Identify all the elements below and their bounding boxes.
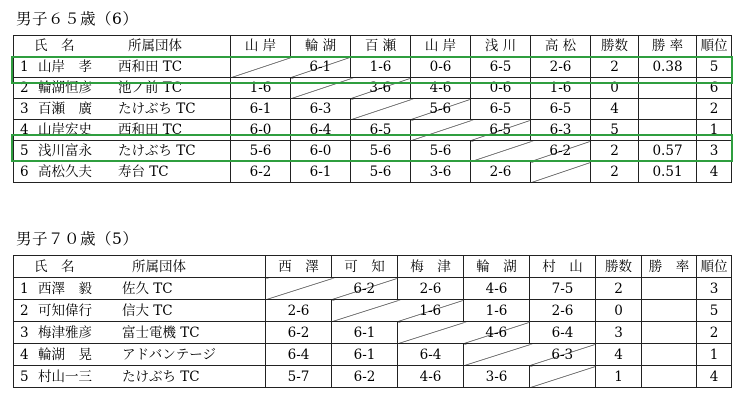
rank-cell: 5 [697, 300, 732, 322]
rank-cell: 5 [697, 57, 732, 78]
player-name: 浅川富永 [38, 143, 92, 159]
score-cell: 6-0 [291, 141, 351, 162]
score-cell: 5-7 [266, 366, 332, 388]
score-cell: 6-2 [266, 322, 332, 344]
score-cell: 6-1 [291, 57, 351, 78]
score-cell: 5-6 [231, 141, 291, 162]
player-name: 百瀬 廣 [38, 101, 92, 117]
score-cell: 6-4 [291, 120, 351, 141]
score-cell: 1-6 [531, 78, 591, 99]
table-row [14, 278, 732, 300]
wins-cell: 3 [596, 322, 642, 344]
header-opponent: 可 知 [332, 256, 398, 278]
table-row [14, 162, 732, 183]
player-club: 西和田 TC [118, 122, 183, 138]
score-cell: 6-1 [332, 344, 398, 366]
header-opponent: 輪 湖 [291, 36, 351, 57]
header-opponent: 西 澤 [266, 256, 332, 278]
header-rate: 勝 率 [639, 36, 697, 57]
wins-cell: 4 [596, 344, 642, 366]
rank-cell: 2 [697, 322, 732, 344]
score-cell: 6-5 [471, 99, 531, 120]
wins-cell: 2 [591, 57, 639, 78]
rate-cell [642, 300, 697, 322]
rate-cell [642, 322, 697, 344]
header-name-club [14, 256, 266, 278]
score-cell: 6-2 [231, 162, 291, 183]
header-wins: 勝数 [591, 36, 639, 57]
player-number: 5 [20, 368, 29, 385]
rate-cell [642, 344, 697, 366]
player-club: 富士電機 TC [122, 324, 200, 341]
wins-cell: 1 [596, 366, 642, 388]
score-cell [291, 78, 351, 99]
score-cell [266, 278, 332, 300]
score-cell: 6-1 [231, 99, 291, 120]
wins-cell: 5 [591, 120, 639, 141]
player-name: 西澤 毅 [38, 280, 92, 297]
player-number: 4 [20, 346, 29, 363]
player-number: 1 [20, 59, 29, 75]
player-number: 2 [20, 80, 29, 96]
score-cell: 2-6 [531, 57, 591, 78]
header-wins: 勝数 [596, 256, 642, 278]
player-name: 可知偉行 [38, 302, 92, 319]
score-cell: 4-6 [398, 366, 464, 388]
player-cell [14, 78, 231, 99]
player-cell [14, 57, 231, 78]
header-rank: 順位 [697, 256, 732, 278]
header-club: 所属団体 [132, 258, 186, 275]
player-cell [14, 162, 231, 183]
wins-cell: 2 [596, 278, 642, 300]
score-cell: 6-2 [531, 141, 591, 162]
score-cell: 6-2 [332, 278, 398, 300]
header-opponent: 村 山 [530, 256, 596, 278]
rate-cell: 0.51 [639, 162, 697, 183]
score-cell: 6-2 [332, 366, 398, 388]
score-cell: 6-1 [332, 322, 398, 344]
section2-title: 男子７０歳（5） [16, 230, 139, 248]
player-club: たけぶち TC [118, 143, 196, 159]
header-rate: 勝 率 [642, 256, 697, 278]
header-opponent: 山 岸 [411, 36, 471, 57]
player-cell [14, 344, 266, 366]
score-cell: 5-6 [351, 141, 411, 162]
score-cell: 5-6 [411, 99, 471, 120]
player-name: 梅津雅彦 [38, 324, 92, 341]
header-club: 所属団体 [128, 38, 182, 54]
score-cell [332, 300, 398, 322]
player-club: 信大 TC [122, 302, 173, 319]
header-opponent: 百 瀬 [351, 36, 411, 57]
wins-cell: 2 [591, 162, 639, 183]
player-name: 輪湖恒彦 [38, 80, 92, 96]
score-cell: 4-6 [464, 322, 530, 344]
player-club: 佐久 TC [122, 280, 173, 297]
score-cell [231, 57, 291, 78]
rank-cell: 1 [697, 344, 732, 366]
rank-cell: 3 [697, 141, 732, 162]
score-cell [530, 366, 596, 388]
rate-cell [642, 366, 697, 388]
header-opponent: 高 松 [531, 36, 591, 57]
score-cell: 6-3 [530, 344, 596, 366]
rank-cell: 1 [697, 120, 732, 141]
player-cell [14, 99, 231, 120]
table-row [14, 141, 732, 162]
score-cell: 6-1 [291, 162, 351, 183]
table-row [14, 120, 732, 141]
table-row [14, 99, 732, 120]
player-club: アドバンテージ [122, 346, 216, 363]
score-cell [531, 162, 591, 183]
header-opponent: 梅 津 [398, 256, 464, 278]
player-number: 2 [20, 302, 29, 319]
player-name: 村山一三 [38, 368, 92, 385]
player-name: 輪湖 晃 [38, 346, 92, 363]
score-cell [351, 99, 411, 120]
score-cell: 3-6 [411, 162, 471, 183]
player-club: たけぶち TC [122, 368, 200, 385]
player-cell [14, 141, 231, 162]
rank-cell: 4 [697, 366, 732, 388]
score-cell: 4-6 [464, 278, 530, 300]
rank-cell: 4 [697, 162, 732, 183]
score-cell: 6-5 [471, 120, 531, 141]
header-opponent: 山 岸 [231, 36, 291, 57]
player-number: 3 [20, 101, 29, 117]
header-name: 氏 名 [34, 38, 75, 54]
player-club: 池ノ前 TC [118, 80, 183, 96]
player-club: 寿台 TC [118, 164, 169, 180]
score-cell: 6-0 [231, 120, 291, 141]
wins-cell: 2 [591, 141, 639, 162]
player-cell [14, 322, 266, 344]
table-row [14, 344, 732, 366]
player-cell [14, 120, 231, 141]
header-rank: 順位 [697, 36, 732, 57]
score-cell [464, 344, 530, 366]
player-cell [14, 366, 266, 388]
rate-cell [642, 278, 697, 300]
rate-cell [639, 78, 697, 99]
score-cell: 0-6 [411, 57, 471, 78]
table-row [14, 57, 732, 78]
score-cell: 1-6 [351, 57, 411, 78]
score-cell: 4-6 [411, 78, 471, 99]
score-cell: 6-4 [266, 344, 332, 366]
rate-cell: 0.38 [639, 57, 697, 78]
player-number: 6 [20, 164, 29, 180]
score-cell [471, 141, 531, 162]
table-row [14, 366, 732, 388]
header-row [14, 256, 732, 278]
rate-cell: 0.57 [639, 141, 697, 162]
score-cell: 2-6 [530, 300, 596, 322]
score-cell: 0-6 [471, 78, 531, 99]
player-name: 高松久夫 [38, 164, 92, 180]
score-cell: 5-6 [411, 141, 471, 162]
player-name: 山岸宏史 [38, 122, 92, 138]
header-opponent: 輪 湖 [464, 256, 530, 278]
score-cell: 6-3 [531, 120, 591, 141]
player-number: 1 [20, 280, 29, 297]
results-table-70 [13, 255, 732, 388]
player-name: 山岸 孝 [38, 59, 92, 75]
header-opponent: 浅 川 [471, 36, 531, 57]
score-cell: 2-6 [398, 278, 464, 300]
score-cell: 1-6 [231, 78, 291, 99]
wins-cell: 0 [591, 78, 639, 99]
table-row [14, 78, 732, 99]
score-cell: 1-6 [464, 300, 530, 322]
wins-cell: 0 [596, 300, 642, 322]
header-name: 氏 名 [34, 258, 75, 275]
score-cell: 6-3 [291, 99, 351, 120]
table-row [14, 322, 732, 344]
results-table-65 [13, 35, 732, 183]
player-cell [14, 300, 266, 322]
score-cell: 6-5 [351, 120, 411, 141]
player-number: 4 [20, 122, 29, 138]
score-cell: 5-6 [351, 162, 411, 183]
header-name-club [14, 36, 231, 57]
score-cell: 3-6 [464, 366, 530, 388]
wins-cell: 4 [591, 99, 639, 120]
score-cell [411, 120, 471, 141]
player-club: たけぶち TC [118, 101, 196, 117]
score-cell: 2-6 [266, 300, 332, 322]
rank-cell: 6 [697, 78, 732, 99]
player-number: 3 [20, 324, 29, 341]
header-row [14, 36, 732, 57]
score-cell: 6-5 [531, 99, 591, 120]
player-club: 西和田 TC [118, 59, 183, 75]
section1-title: 男子６５歳（6） [16, 10, 139, 28]
score-cell: 3-6 [351, 78, 411, 99]
player-number: 5 [20, 143, 29, 159]
player-cell [14, 278, 266, 300]
rank-cell: 3 [697, 278, 732, 300]
rate-cell [639, 120, 697, 141]
score-cell: 7-5 [530, 278, 596, 300]
table-row [14, 300, 732, 322]
score-cell [398, 322, 464, 344]
score-cell: 6-5 [471, 57, 531, 78]
rate-cell [639, 99, 697, 120]
score-cell: 1-6 [398, 300, 464, 322]
rank-cell: 2 [697, 99, 732, 120]
score-cell: 6-4 [530, 322, 596, 344]
score-cell: 6-4 [398, 344, 464, 366]
score-cell: 2-6 [471, 162, 531, 183]
